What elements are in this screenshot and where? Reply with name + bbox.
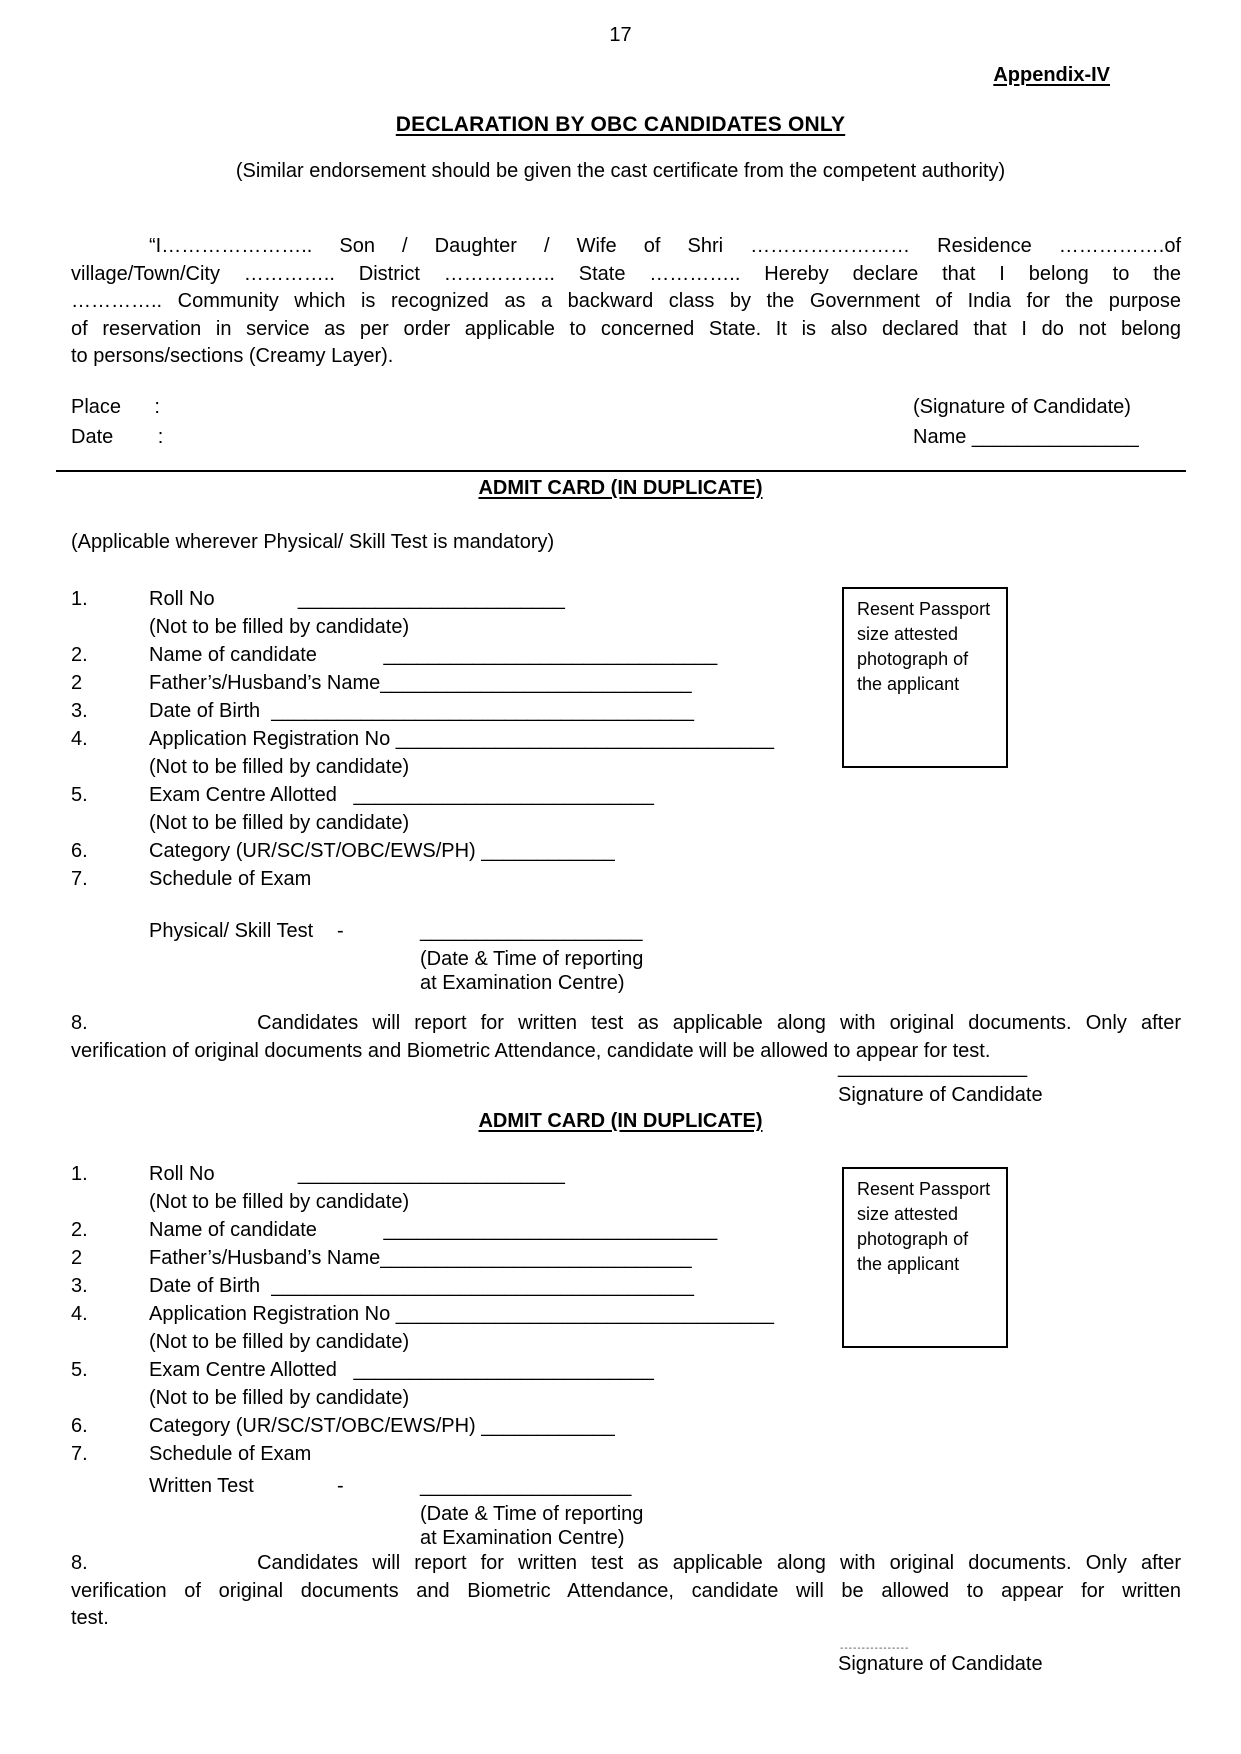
row-text: Name of candidate ______________________________	[149, 644, 718, 666]
row-text: Application Registration No __________________________________	[149, 728, 774, 750]
row-number	[64, 753, 149, 781]
row-text: Category (UR/SC/ST/OBC/EWS/PH) ____________	[149, 1415, 615, 1437]
list-row	[64, 1412, 1178, 1440]
row-text: Date of Birth ______________________________________	[149, 700, 694, 722]
row-text: (Not to be filled by candidate)	[149, 812, 410, 834]
list-row	[64, 725, 1178, 753]
list-row	[64, 865, 1178, 893]
list-row	[64, 669, 1178, 697]
row-text: Category (UR/SC/ST/OBC/EWS/PH) ____________	[149, 840, 615, 862]
row-number	[64, 613, 149, 641]
signature-of-candidate-label: (Signature of Candidate)	[913, 396, 1131, 418]
dash-separator: -	[337, 920, 344, 942]
photo-box-1	[842, 587, 1008, 768]
row-number: 4.	[71, 728, 88, 750]
row-text: Father’s/Husband’s Name____________________________	[149, 672, 692, 694]
physical-test-fill-line: ____________________	[420, 920, 643, 942]
row-text: Father’s/Husband’s Name____________________________	[149, 1247, 692, 1269]
list-row	[64, 837, 1178, 865]
reporting-note-line-2: at Examination Centre)	[420, 1527, 625, 1549]
list-row	[64, 585, 1178, 613]
section-divider	[56, 470, 1186, 472]
row-number: 5.	[71, 1359, 88, 1381]
row-number: 2.	[71, 1219, 88, 1241]
row-number: 5.	[71, 784, 88, 806]
row-number: 7.	[71, 1443, 88, 1465]
paragraph-line: village/Town/City ………….. District …………….. State ………….. Hereby declare that I belong to the	[71, 262, 1181, 285]
applicability-note: (Applicable wherever Physical/ Skill Test is mandatory)	[71, 531, 555, 553]
paragraph-line: verification of original documents and Biometric Attendance, candidate will be allowed to appear for written	[71, 1579, 1181, 1602]
row-text: (Not to be filled by candidate)	[149, 756, 410, 778]
appendix-label: Appendix-IV	[993, 64, 1110, 86]
written-test-fill-line: ___________________	[420, 1475, 632, 1497]
signature-fill-line-1: _________________	[838, 1056, 1028, 1078]
paragraph-line: verification of original documents and Biometric Attendance, candidate will be allowed to appear for test.	[71, 1039, 991, 1062]
row-number: 2	[71, 672, 83, 694]
row-text: Name of candidate ______________________________	[149, 1219, 718, 1241]
list-row	[64, 1188, 1178, 1216]
list-row	[64, 1440, 1178, 1468]
list-row	[64, 1244, 1178, 1272]
row-number	[64, 809, 149, 837]
physical-skill-test-label: Physical/ Skill Test	[149, 920, 314, 942]
row-text: (Not to be filled by candidate)	[149, 1331, 410, 1353]
paragraph-line: 8. Candidates will report for written test as applicable along with original documents. Only after	[71, 1552, 1181, 1574]
written-test-label: Written Test	[149, 1475, 254, 1497]
row-number: 7.	[71, 868, 88, 890]
place-date-block	[71, 392, 163, 452]
row-number: 6.	[71, 840, 88, 862]
list-row	[64, 1384, 1178, 1412]
page-number: 17	[609, 24, 632, 46]
row-text: Date of Birth ______________________________________	[149, 1275, 694, 1297]
signature-label-1: Signature of Candidate	[838, 1084, 1043, 1106]
admit-card-1-heading: ADMIT CARD (IN DUPLICATE)	[478, 477, 763, 499]
name-fill-line: Name _______________	[913, 426, 1139, 448]
row-text: (Not to be filled by candidate)	[149, 1387, 410, 1409]
reporting-note-line-1: (Date & Time of reporting	[420, 948, 644, 970]
date-label: Date :	[71, 426, 164, 448]
row-text: Roll No ________________________	[149, 588, 565, 610]
candidate-signature-block	[913, 392, 1139, 452]
list-row	[64, 1216, 1178, 1244]
row-number: 6.	[71, 1415, 88, 1437]
row-text: Schedule of Exam	[149, 868, 312, 890]
list-row	[64, 753, 1178, 781]
list-row	[64, 1356, 1178, 1384]
paragraph-line: “I………………….. Son / Daughter / Wife of Shri …………………… Residence …………….of	[149, 235, 1181, 257]
declaration-paragraph	[71, 233, 1181, 371]
list-row	[64, 1300, 1178, 1328]
item-8-paragraph-2	[71, 1550, 1181, 1633]
list-row	[64, 1328, 1178, 1356]
paragraph-line: of reservation in service as per order applicable to concerned State. It is also declared that I do not belong	[71, 317, 1181, 340]
row-number	[64, 1384, 149, 1412]
photo-box-2-text: Resent Passport size attested photograph of the applicant	[857, 1179, 991, 1274]
list-row	[64, 697, 1178, 725]
list-row	[64, 1272, 1178, 1300]
declaration-subtitle: (Similar endorsement should be given the cast certificate from the competent authority)	[235, 160, 1006, 182]
admit-card-2-list	[64, 1160, 1178, 1468]
paragraph-line: to persons/sections (Creamy Layer).	[71, 345, 394, 367]
row-number	[64, 1188, 149, 1216]
row-number: 3.	[71, 700, 88, 722]
row-number: 3.	[71, 1275, 88, 1297]
place-label: Place :	[71, 396, 160, 418]
reporting-note-line-2: at Examination Centre)	[420, 972, 625, 994]
admit-card-2-heading: ADMIT CARD (IN DUPLICATE)	[478, 1110, 763, 1132]
dash-separator: -	[337, 1475, 344, 1497]
photo-box-1-text: Resent Passport size attested photograph of the applicant	[857, 599, 991, 694]
row-text: Application Registration No __________________________________	[149, 1303, 774, 1325]
row-number: 1.	[71, 1163, 88, 1185]
photo-box-2	[842, 1167, 1008, 1348]
row-text: Schedule of Exam	[149, 1443, 312, 1465]
paragraph-line: test.	[71, 1607, 109, 1629]
row-number: 1.	[71, 588, 88, 610]
signature-fill-line-2: ----------------	[840, 1643, 910, 1654]
row-text: Roll No ________________________	[149, 1163, 565, 1185]
admit-card-1-list	[64, 585, 1178, 893]
row-text: (Not to be filled by candidate)	[149, 616, 410, 638]
list-row	[64, 1160, 1178, 1188]
list-row	[64, 613, 1178, 641]
row-number: 2.	[71, 644, 88, 666]
row-number: 4.	[71, 1303, 88, 1325]
declaration-title: DECLARATION BY OBC CANDIDATES ONLY	[395, 113, 846, 136]
list-row	[64, 809, 1178, 837]
signature-label-2: Signature of Candidate	[838, 1653, 1043, 1675]
row-number: 2	[71, 1247, 83, 1269]
reporting-note-line-1: (Date & Time of reporting	[420, 1503, 644, 1525]
row-number	[64, 1328, 149, 1356]
row-text: (Not to be filled by candidate)	[149, 1191, 410, 1213]
list-row	[64, 781, 1178, 809]
paragraph-line: 8. Candidates will report for written test as applicable along with original documents. Only after	[71, 1012, 1181, 1034]
paragraph-line: ………….. Community which is recognized as a backward class by the Government of India for the purpose	[71, 290, 1181, 312]
row-text: Exam Centre Allotted ___________________________	[149, 784, 654, 806]
list-row	[64, 641, 1178, 669]
row-text: Exam Centre Allotted ___________________________	[149, 1359, 654, 1381]
